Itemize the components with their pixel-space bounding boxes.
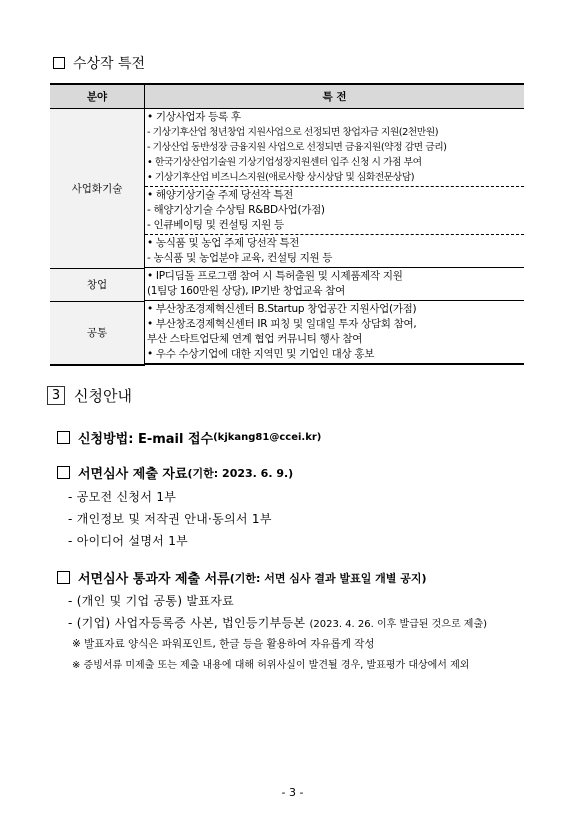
- benefit-line: • 해양기상기술 주제 당선작 특전: [147, 189, 294, 201]
- benefit-line: - 농식품 및 농업분야 교육, 컨설팅 지원 등: [147, 252, 333, 264]
- benefit-line: • 기상기후산업 비즈니스지원(애로사항 상시상담 및 심화전문상담): [147, 172, 415, 183]
- section-prize-label: 수상작 특전: [73, 56, 146, 72]
- passer-heading: [57, 568, 427, 587]
- passer-label: 서면심사 통과자 제출 서류: [78, 572, 230, 587]
- benefit-line: • 부산창조경제혁신센터 IR 피칭 및 일대일 투자 상담회 참여,: [147, 318, 417, 330]
- table-header-row: [50, 84, 524, 109]
- benefit-line: - 해양기상기술 수상팀 R&BD사업(가점): [147, 204, 325, 216]
- benefit-line: 부산 스타트업단체 연계 협업 커뮤니티 행사 참여: [147, 333, 363, 345]
- section-number-badge: 3: [47, 386, 65, 405]
- doc-review-deadline: (기한: 2023. 6. 9.): [187, 466, 294, 480]
- checkbox-square-icon: [57, 431, 70, 444]
- benefit-group: [145, 109, 524, 187]
- doc-review-heading: [57, 463, 293, 482]
- table-row: [50, 109, 524, 269]
- category-cell: 공통: [50, 301, 145, 365]
- benefit-cell: [145, 301, 525, 365]
- passer-deadline: (기한: 서면 심사 결과 발표일 개별 공지): [229, 571, 427, 585]
- doc-item: - 개인정보 및 저작권 안내·동의서 1부: [68, 512, 272, 526]
- passer-item-note: (2023. 4. 26. 이후 발급된 것으로 제출): [309, 619, 488, 630]
- header-field: 분야: [50, 84, 145, 109]
- benefit-line: - 기상기후산업 청년창업 지원사업으로 선정되면 창업자금 지원(2천만원): [147, 127, 439, 138]
- benefit-line: - 인큐베이팅 및 컨설팅 지원 등: [147, 219, 284, 231]
- benefit-cell: [145, 268, 525, 301]
- note-line: ※ 발표자료 양식은 파워포인트, 한글 등을 활용하여 자유롭게 작성: [72, 638, 375, 650]
- checkbox-square-icon: [53, 57, 65, 69]
- benefit-group: [145, 187, 524, 235]
- benefit-cell: [145, 109, 525, 269]
- doc-item: - 공모전 신청서 1부: [68, 490, 177, 504]
- benefit-line: - 기상산업 동반성장 금융지원 사업으로 선정되면 금융지원(약정 감면 금리): [147, 142, 447, 153]
- benefit-line: • IP디딤돌 프로그램 참여 시 특허출원 및 시제품제작 지원: [147, 270, 403, 282]
- apply-method-heading: [57, 428, 321, 447]
- note-line: ※ 증빙서류 미제출 또는 제출 내용에 대해 허위사실이 발견될 경우, 발표평가 대상에서 제외: [72, 660, 470, 671]
- section-prize-title: [53, 53, 145, 73]
- benefit-group: [145, 268, 524, 301]
- checkbox-square-icon: [57, 571, 70, 584]
- passer-item: [68, 614, 487, 631]
- passer-item: - (개인 및 기업 공통) 발표자료: [68, 594, 234, 608]
- apply-method-label: 신청방법: E-mail 접수: [78, 432, 214, 447]
- doc-review-label: 서면심사 제출 자료: [78, 467, 188, 482]
- checkbox-square-icon: [57, 466, 70, 479]
- benefit-line: • 우수 수상기업에 대한 지역민 및 기업인 대상 홍보: [147, 348, 375, 360]
- doc-item: - 아이디어 설명서 1부: [68, 534, 189, 548]
- passer-item-main: - (기업) 사업자등록증 사본, 법인등기부등본: [68, 616, 306, 630]
- section-3-title: 신청안내: [74, 387, 132, 405]
- category-cell: 사업화기술: [50, 109, 145, 269]
- category-cell: 창업: [50, 268, 145, 301]
- benefits-table: [50, 83, 524, 366]
- benefit-line: • 농식품 및 농업 주제 당선작 특전: [147, 237, 300, 249]
- benefit-group: [145, 235, 524, 268]
- benefit-line: (1팀당 160만원 상당), IP기반 창업교육 참여: [147, 285, 345, 297]
- apply-method-email: (kjkang81@ccei.kr): [213, 432, 322, 443]
- table-row: [50, 301, 524, 365]
- page-number: - 3 -: [281, 786, 304, 799]
- benefit-line: • 기상사업자 등록 후: [147, 111, 241, 123]
- benefit-group: [145, 301, 524, 365]
- benefit-line: • 한국기상산업기술원 기상기업성장지원센터 입주 신청 시 가점 부여: [147, 157, 422, 168]
- table-row: [50, 268, 524, 301]
- benefit-line: • 부산창조경제혁신센터 B.Startup 창업공간 지원사업(가점): [147, 303, 417, 315]
- header-benefit: 특 전: [145, 84, 525, 109]
- section-3-heading: [47, 385, 132, 406]
